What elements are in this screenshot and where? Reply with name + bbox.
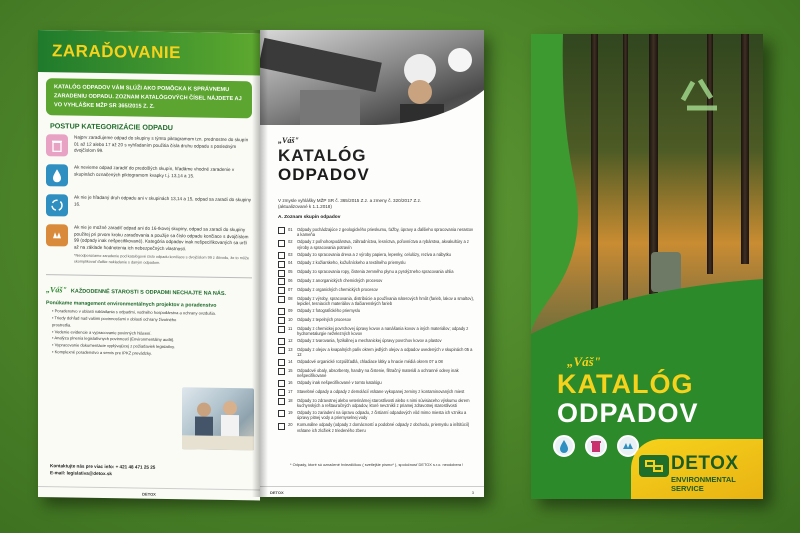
waste-group-item: [278, 252, 476, 259]
group-text: Odpady zo spracovania ropy, čistenia zemného plynu a pyrolýzneho spracovania uhlia: [297, 269, 454, 275]
bullet-item: • Triedy dohľad nad vašimi povinnosťami v oblasti ochrany životného prostredia.: [52, 315, 177, 328]
checkbox-icon: [278, 227, 285, 234]
waste-group-item: [278, 368, 476, 379]
checkbox-icon: [278, 338, 285, 345]
bullet-item: • Komplexné poradenstvo a servis pre IPKZ prevádzky.: [52, 349, 152, 356]
droplet-icon: [553, 435, 575, 457]
group-number: 05: [288, 269, 293, 275]
right-footer: [260, 486, 484, 497]
step-1: [46, 134, 252, 159]
brochure-cover: [531, 34, 763, 499]
asterisk-note: * Odpady, ktoré sú označené hviezdičkou ( svetlejšie písmo* ), spoločnosť DETOX s.r.o. neodobera !: [290, 462, 464, 467]
page-fold: [252, 30, 268, 497]
group-number: 13: [288, 346, 293, 352]
step-text: Ak nevieme odpad zaradiť do predošlých skupín, hľadáme vhodné zaradenie v skupinách označených piktogramom kvapky t.j. 13,14 a 15.: [74, 164, 235, 179]
footer-brand: DETOX: [142, 491, 156, 497]
group-text: Odpady zo spracovania dreva a z výroby papiera, lepenky, celulózy, reziva a nábytku: [297, 251, 451, 257]
group-number: 07: [288, 286, 293, 292]
group-text: Odpady zo zdravotnej alebo veterinárnej starostlivosti alebo s nimi súvisiaceho výskumu okrem kuchynských a reštauračných odpadov, ktoré nevznikli z priamej zdravotnej starostlivosti: [297, 397, 470, 409]
group-text: Odpady z organických chemických procesov: [297, 286, 378, 292]
checkbox-icon: [278, 252, 285, 259]
group-text: Odpady z kožiarskeho, kožušníckeho a textilného priemyslu: [297, 260, 406, 266]
waste-group-item: [278, 308, 476, 315]
detox-logo: [631, 439, 763, 499]
waste-group-item: [278, 359, 476, 366]
hand-icon: [46, 224, 68, 246]
trash-icon: [585, 435, 607, 457]
group-text: Odpady z poľnohospodárstva, záhradníctva, lesníctva, poľovníctva a rybárstva, akvakultúry a z výroby a spracovania potravín: [297, 239, 469, 250]
waste-group-item: [278, 410, 476, 421]
regulation-intro: V zmysle vyhlášky MŽP SR č. 365/2015 Z.z. a zmeny č. 320/2017 Z.z. (aktualizované k 1.1.2018): [278, 198, 422, 210]
step-4: [46, 224, 252, 254]
group-text: Odpady inak nešpecifikované v tomto katalógu: [297, 380, 382, 386]
checkbox-icon: [278, 368, 285, 375]
right-title-line1: KATALÓG: [278, 146, 367, 165]
step-3: [46, 194, 252, 219]
waste-group-item: [278, 296, 476, 307]
waste-group-item: [278, 227, 476, 238]
right-vas: „Váš": [278, 136, 299, 145]
right-page: [260, 30, 484, 497]
step-text: Ak nie je hľadaný druh odpadu ani v skupinách 13,14 a 15, odpad sa zaradí do skupiny 16.: [74, 194, 252, 207]
waste-group-list: [278, 227, 476, 435]
services-banner: [46, 274, 252, 359]
waste-group-item: [278, 239, 476, 250]
section-title: POSTUP KATEGORIZÁCIE ODPADU: [50, 121, 173, 133]
group-text: Odpady z tvarovania, fyzikálnej a mechanickej úpravy povrchov kovov a plastov: [297, 337, 442, 343]
open-brochure: [38, 30, 484, 497]
group-list-title: A. Zoznam skupín odpadov: [278, 215, 341, 220]
checkbox-icon: [278, 287, 285, 294]
waste-group-item: [278, 347, 476, 358]
group-text: Odpadové obaly, absorbenty, handry na čistenie, filtračný materiál a ochranné odevy inak nešpecifikované: [297, 367, 459, 379]
checkbox-icon: [278, 410, 285, 417]
meeting-photo: [182, 387, 254, 450]
waste-group-item: [278, 269, 476, 276]
footer-brand: DETOX: [270, 489, 284, 495]
cover-title-line2: ODPADOV: [557, 398, 699, 428]
group-number: 03: [288, 251, 293, 257]
checkbox-icon: [278, 317, 285, 324]
intro-box: KATALÓG ODPADOV VÁM SLÚŽI AKO POMÔCKA K SPRÁVNEMU ZARADENIU ODPADU. ZOZNAM KATALÓGOVÝCH ČÍSEL NÁJDETE AJ VO VYHLÁŠKE MŽP SR 365/2015 Z. Z.: [46, 78, 252, 118]
cover-vas: „Váš": [567, 354, 601, 369]
group-number: 11: [288, 325, 293, 331]
waste-group-item: [278, 380, 476, 387]
group-text: Odpadové organické rozpúšťadlá, chladiace látky a hnacie médiá okrem 07 a 08: [297, 358, 443, 364]
group-number: 02: [288, 239, 293, 245]
waste-group-item: [278, 326, 476, 337]
checkbox-icon: [278, 296, 285, 303]
waste-group-item: [278, 260, 476, 267]
checkbox-icon: [278, 347, 285, 354]
left-page: [38, 30, 260, 500]
group-number: 01: [288, 227, 293, 232]
checkbox-icon: [278, 326, 285, 333]
brand-tagline: ENVIRONMENTAL SERVICE: [671, 475, 736, 493]
checkbox-icon: [278, 240, 285, 247]
group-text: Odpady z fotografického priemyslu: [297, 307, 361, 313]
group-text: Stavebné odpady a odpady z demolácií vrátane vykopanej zeminy z kontaminovaných miest: [297, 388, 465, 394]
group-text: Odpady z chemickej povrchovej úpravy kovov a nanášania kovov a iných materiálov; odpady z hydrometalurgie neželezných kovov: [297, 325, 469, 336]
checkbox-icon: [278, 308, 285, 315]
bullet-item: • Vypracovanie dokumentácie vyplývajúcej z požiadaviek legislatívy.: [52, 342, 175, 350]
checkbox-icon: [278, 270, 285, 277]
group-text: Odpady z tepelných procesov: [297, 316, 351, 322]
step-text: Najprv zaraďujeme odpad do skupiny s týmto piktogramom tzn. prednostne do skupín 01 až 12 alebo 17 až 20 s vyhľadaním použitia čísla druhu odpadu s posledným dvojčíslom 99.: [74, 134, 249, 154]
group-number: 04: [288, 260, 293, 266]
banner-subtitle: Ponúkame management environmentálnych projektov a poradenstvo: [46, 300, 217, 309]
group-text: Odpady pochádzajúce z geologického prieskumu, ťažby, úpravy a ďalšieho spracovania nerastov a kameňa: [297, 227, 474, 238]
group-number: 14: [288, 358, 293, 364]
checkbox-icon: [278, 423, 285, 430]
group-number: 10: [288, 316, 293, 322]
step-note: *Neodporúčame zaradenie pod katalógové číslo odpadu končiace s dvojčíslom 99 z dôvodu, že to môže skomplikovať ďalšie nakladanie s daným odpadom.: [74, 253, 249, 265]
group-number: 16: [288, 380, 293, 386]
detox-logo-mark: [639, 455, 669, 477]
waste-group-item: [278, 317, 476, 324]
step-text: Ak nie je možné zaradiť odpad ani do 16-tkovej skupiny, odpad sa zaradí do skupiny použitej pri prvom kroku zaraďovania a použije sa číslo odpadu končiace s dvojčíslom 99 (odpady inak nešpecifikované). Kategória odpadov inak nešpecifikovaných sa určí až na základe hodnotenia ich nebezpečných vlastností.: [74, 224, 249, 252]
group-number: 18: [288, 397, 293, 403]
checkbox-icon: [278, 359, 285, 366]
group-text: Odpady z anorganických chemických procesov: [297, 278, 383, 284]
checkbox-icon: [278, 398, 285, 405]
left-page-header: [38, 30, 260, 75]
page-number: 3: [471, 489, 474, 495]
group-number: 17: [288, 388, 293, 394]
waste-group-item: [278, 398, 476, 409]
group-number: 20: [288, 422, 293, 428]
group-number: 15: [288, 367, 293, 373]
droplet-icon: [46, 164, 68, 186]
right-title-line2: ODPADOV: [278, 165, 370, 184]
cover-title-line1: KATALÓG: [557, 369, 694, 399]
group-text: Odpady zo zariadení na úpravu odpadu, z čistiarní odpadových vôd mimo miesta ich vzniku a úpravy pitnej vody a priemyselnej vody: [297, 409, 467, 421]
checkbox-icon: [278, 261, 285, 268]
bullet-item: • Poradenstvo v oblasti nakladania s odpadmi, vodného hospodárstva a ochrany ovzdušia.: [52, 308, 216, 316]
banner-vas: „Váš": [46, 285, 67, 295]
checkbox-icon: [278, 389, 285, 396]
waste-group-item: [278, 422, 476, 433]
checkbox-icon: [278, 380, 285, 387]
waste-group-item: [278, 287, 476, 294]
banner-title: KAŽDODENNÉ STAROSTI S ODPADMI NECHAJTE NA NÁS.: [70, 288, 227, 298]
trash-icon: [46, 134, 68, 156]
bullet-item: • Analýza plnenia legislatívnych povinností (Environmentálny audit).: [52, 335, 175, 343]
group-text: Odpady z výroby, spracovania, distribúcie a používania náterových hmôt (farieb, lakov a smaltov), lepidiel, tesniacich materiálov a tlačiarenských farieb: [297, 295, 474, 307]
recycle-icon: [46, 194, 68, 216]
waste-group-item: [278, 278, 476, 285]
group-number: 12: [288, 337, 293, 343]
left-page-title: ZARAĎOVANIE: [52, 41, 181, 63]
group-text: Komunálne odpady (odpady z domácností a podobné odpady z obchodu, priemyslu a inštitúcií) vrátane ich zložiek z triedeného zberu: [297, 422, 470, 433]
group-number: 09: [288, 307, 293, 313]
group-number: 06: [288, 278, 293, 284]
group-number: 08: [288, 295, 293, 301]
waste-group-item: [278, 389, 476, 396]
group-text: Odpady z olejov a kvapalných palív okrem jedlých olejov a odpadov uvedených v skupinách 05 a 12: [297, 346, 473, 358]
group-number: 19: [288, 409, 293, 415]
contact-info: Kontaktujte nás pre viac info: + 421 48 471 25 25 E-mail: legislativa@detox.sk: [50, 463, 156, 477]
waste-group-item: [278, 338, 476, 345]
step-2: [46, 164, 252, 189]
recycle-icon: [671, 74, 729, 124]
checkbox-icon: [278, 278, 285, 285]
bullet-item: • Vedenie evidencie a vypracovanie povinných hlásení.: [52, 328, 152, 336]
brand-name: DETOX: [671, 453, 739, 474]
